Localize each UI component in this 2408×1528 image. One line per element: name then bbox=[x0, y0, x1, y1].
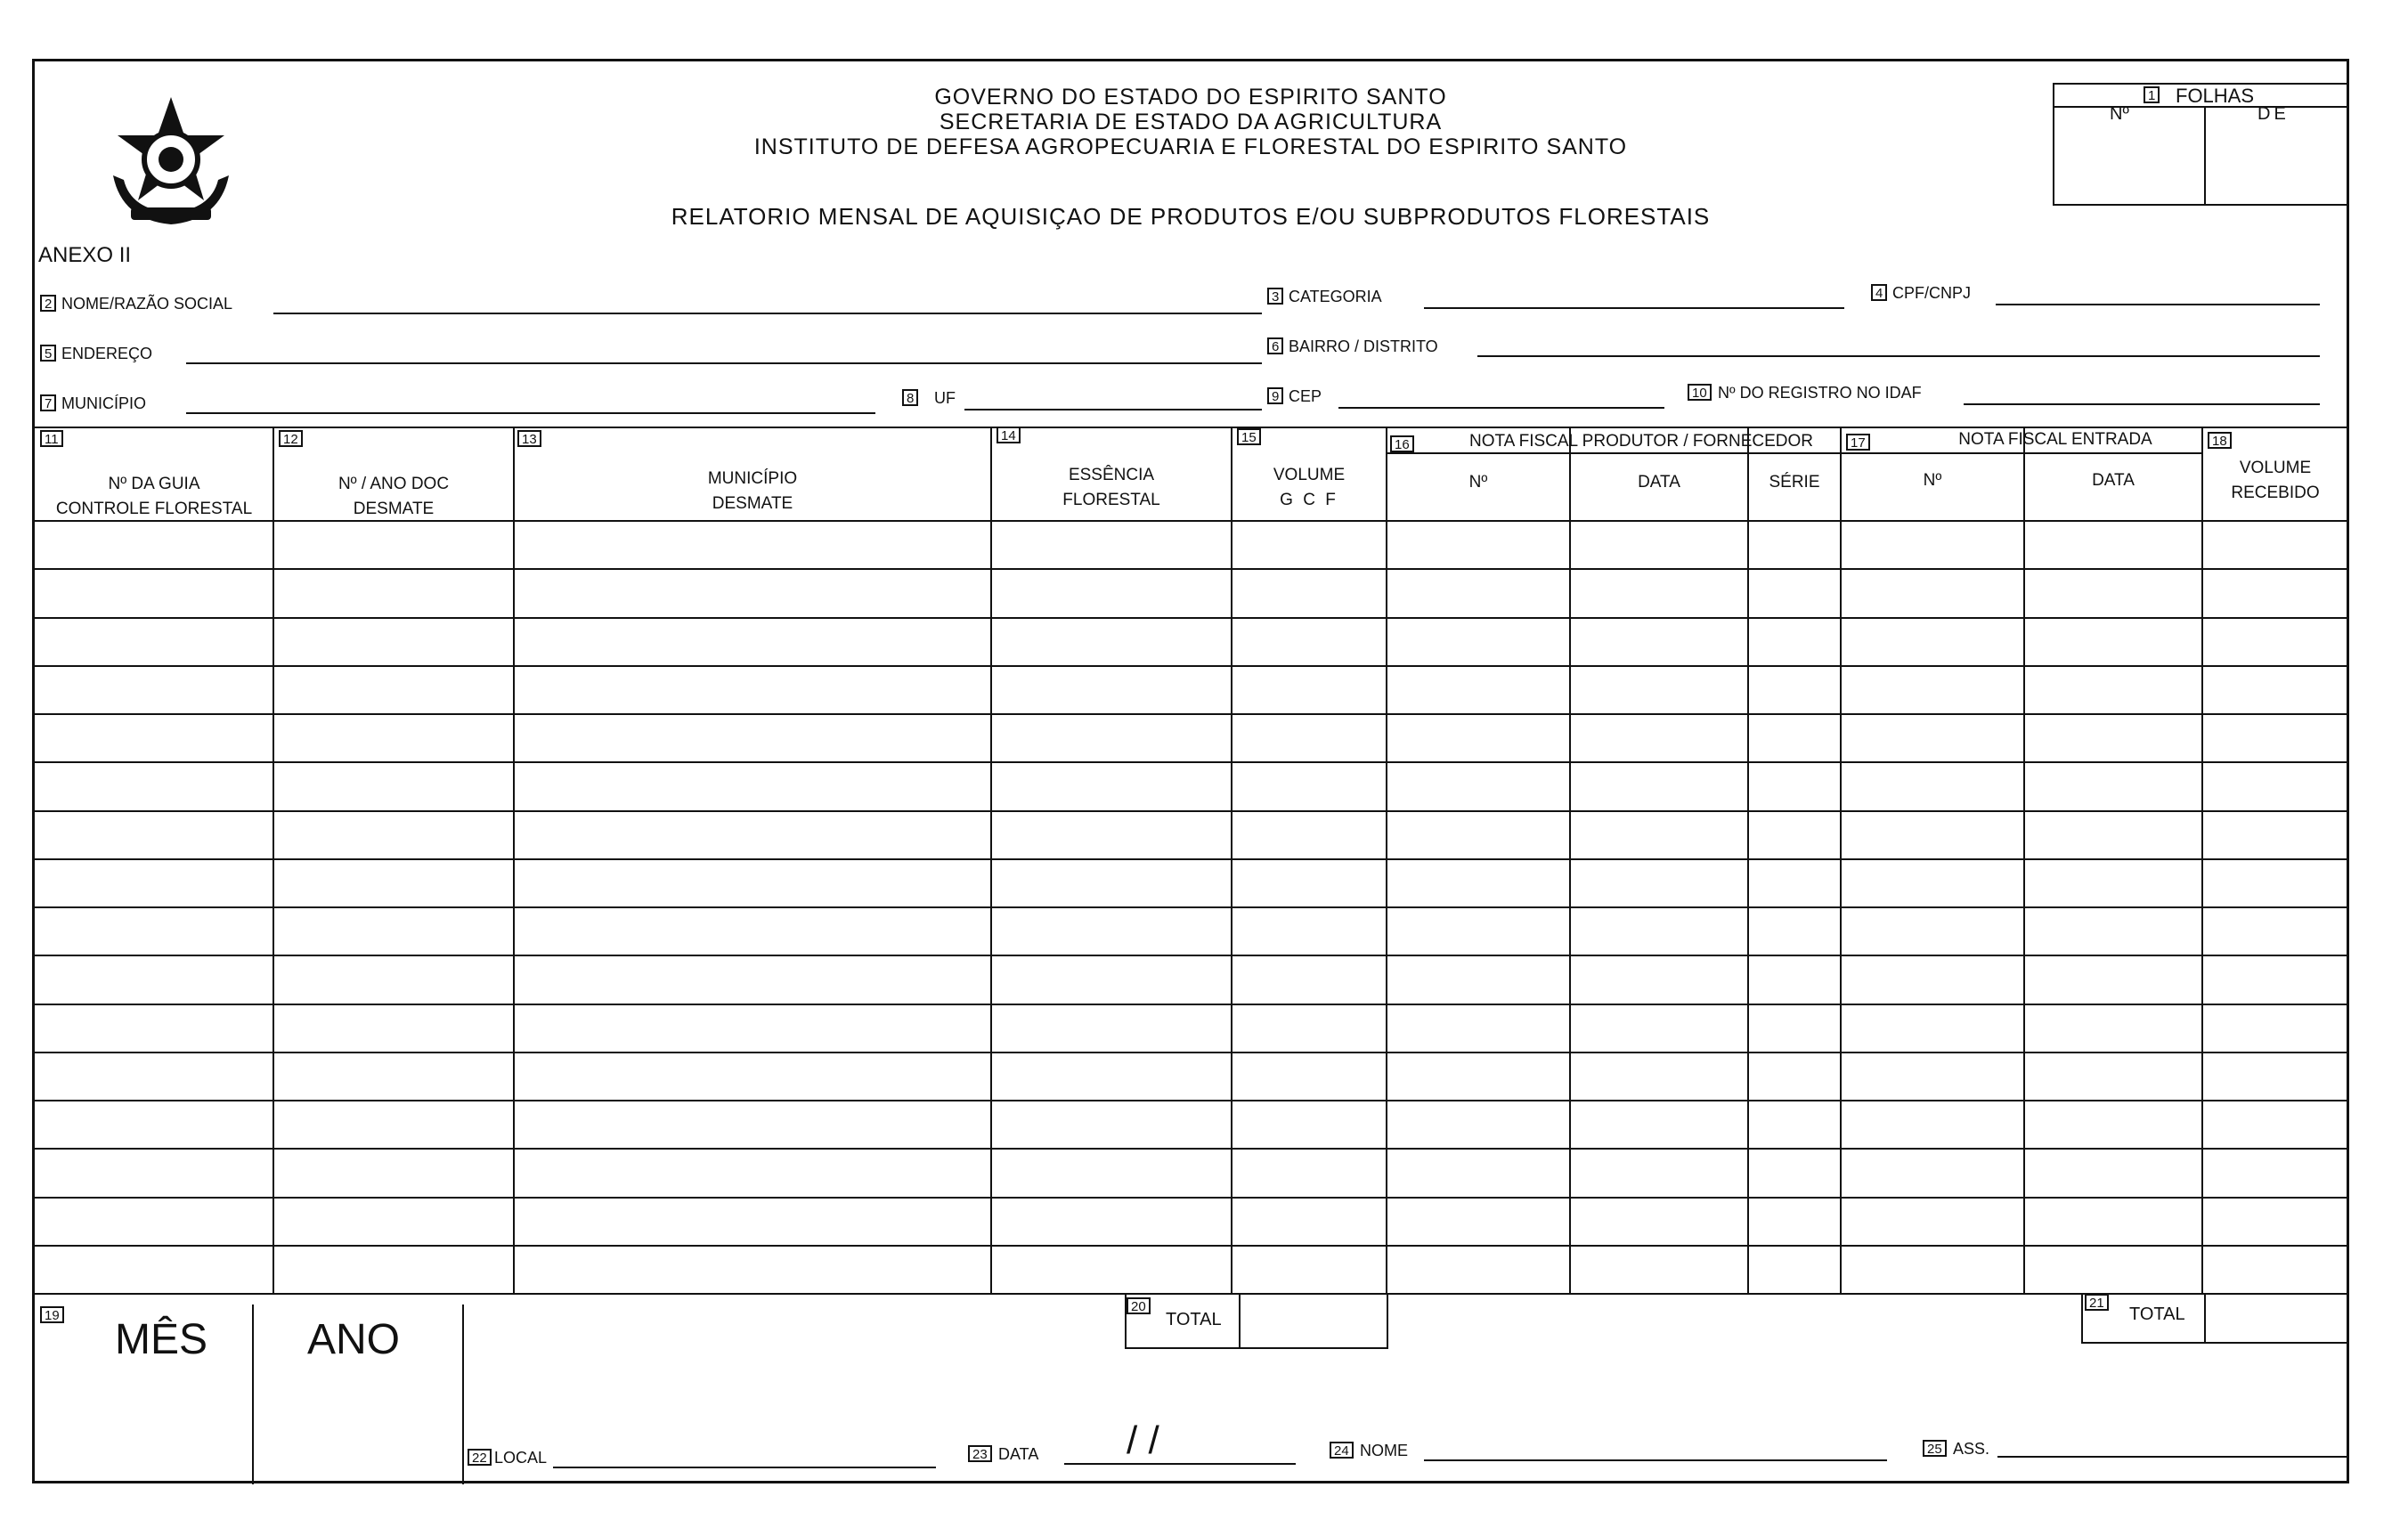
col-16-serie: SÉRIE bbox=[1769, 473, 1820, 492]
field-number-25: 25 bbox=[1923, 1440, 1947, 1457]
field-number-5: 5 bbox=[40, 345, 56, 362]
folhas-label: FOLHAS bbox=[2176, 85, 2255, 107]
col-18-line-2: RECEBIDO bbox=[2231, 484, 2320, 502]
field-number-1: 1 bbox=[2144, 86, 2160, 103]
bairro-label: BAIRRO / DISTRITO bbox=[1289, 337, 1438, 355]
nome-sign-label: NOME bbox=[1360, 1442, 1408, 1459]
field-number-20: 20 bbox=[1127, 1297, 1151, 1314]
header-line-1: GOVERNO DO ESTADO DO ESPIRITO SANTO bbox=[934, 85, 1447, 110]
col-15-line-2: G C F bbox=[1280, 491, 1338, 509]
col-16-data: DATA bbox=[1638, 473, 1680, 492]
field-number-9: 9 bbox=[1267, 387, 1283, 404]
municipio-label: MUNICÍPIO bbox=[61, 394, 147, 412]
field-number-22: 22 bbox=[468, 1449, 492, 1466]
header-line-3: INSTITUTO DE DEFESA AGROPECUARIA E FLORESTAL DO ESPIRITO SANTO bbox=[753, 134, 1628, 159]
col-12-line-2: DESMATE bbox=[353, 500, 435, 518]
col-11-line-1: Nº DA GUIA bbox=[108, 475, 200, 493]
field-number-12: 12 bbox=[279, 430, 303, 447]
report-title: RELATORIO MENSAL DE AQUISIÇAO DE PRODUTOS E/OU SUBPRODUTOS FLORESTAIS bbox=[671, 203, 1711, 230]
field-number-10: 10 bbox=[1688, 384, 1712, 401]
field-number-13: 13 bbox=[517, 430, 541, 447]
col-11-line-2: CONTROLE FLORESTAL bbox=[55, 500, 253, 518]
col-13-line-1: MUNICÍPIO bbox=[707, 469, 798, 488]
field-number-19: 19 bbox=[40, 1306, 64, 1323]
data-field[interactable] bbox=[1064, 1463, 1296, 1465]
field-number-7: 7 bbox=[40, 394, 56, 411]
col-15-line-1: VOLUME bbox=[1273, 466, 1346, 484]
total-21-field[interactable] bbox=[2204, 1296, 2347, 1342]
ano-right-border bbox=[462, 1304, 464, 1484]
col-14-line-1: ESSÊNCIA bbox=[1068, 466, 1155, 484]
uf-label: UF bbox=[934, 389, 956, 407]
col-16-group: NOTA FISCAL PRODUTOR / FORNECEDOR bbox=[1468, 432, 1814, 451]
col-17-data: DATA bbox=[2092, 471, 2135, 490]
local-label: LOCAL bbox=[494, 1449, 548, 1467]
field-number-6: 6 bbox=[1267, 337, 1283, 354]
field-number-16: 16 bbox=[1390, 435, 1414, 452]
field-number-4: 4 bbox=[1871, 284, 1887, 301]
field-number-11: 11 bbox=[40, 430, 63, 447]
col-14-line-2: FLORESTAL bbox=[1062, 491, 1160, 509]
field-number-14: 14 bbox=[997, 427, 1021, 443]
cpf-label: CPF/CNPJ bbox=[1892, 284, 1972, 302]
field-number-21: 21 bbox=[2085, 1294, 2109, 1311]
folhas-n-label: Nº bbox=[2110, 104, 2129, 124]
data-label: DATA bbox=[998, 1445, 1039, 1463]
col-12-line-1: Nº / ANO DOC bbox=[338, 475, 450, 493]
total-20-field[interactable] bbox=[1239, 1296, 1387, 1347]
ass-field[interactable] bbox=[1997, 1456, 2347, 1458]
mes-field[interactable] bbox=[35, 1306, 252, 1483]
form-sheet bbox=[32, 59, 2349, 1483]
categoria-label: CATEGORIA bbox=[1289, 288, 1382, 305]
total-20-label: TOTAL bbox=[1166, 1310, 1222, 1329]
folhas-de-label: DE bbox=[2258, 104, 2290, 124]
field-number-3: 3 bbox=[1267, 288, 1283, 305]
field-number-2: 2 bbox=[40, 295, 56, 312]
nome-sign-field[interactable] bbox=[1424, 1459, 1887, 1461]
field-number-18: 18 bbox=[2208, 432, 2232, 449]
field-number-15: 15 bbox=[1237, 428, 1261, 445]
registro-label: Nº DO REGISTRO NO IDAF bbox=[1718, 384, 1922, 402]
col-17-n: Nº bbox=[1923, 471, 1942, 490]
local-field[interactable] bbox=[553, 1467, 936, 1468]
ass-label: ASS. bbox=[1953, 1440, 1990, 1458]
col-17-group: NOTA FISCAL ENTRADA bbox=[1958, 430, 2152, 449]
ano-label: ANO bbox=[307, 1316, 401, 1363]
field-number-23: 23 bbox=[968, 1445, 992, 1462]
total-21-label: TOTAL bbox=[2129, 1304, 2185, 1324]
endereco-label: ENDEREÇO bbox=[61, 345, 153, 362]
col-13-line-2: DESMATE bbox=[712, 494, 793, 513]
col-18-line-1: VOLUME bbox=[2239, 459, 2312, 477]
field-number-8: 8 bbox=[902, 389, 918, 406]
mes-label: MÊS bbox=[115, 1316, 208, 1363]
col-16-n: Nº bbox=[1468, 473, 1488, 492]
nome-label: NOME/RAZÃO SOCIAL bbox=[61, 295, 233, 313]
data-table-grid bbox=[35, 61, 2348, 1483]
annex-label: ANEXO II bbox=[38, 243, 132, 267]
header-line-2: SECRETARIA DE ESTADO DA AGRICULTURA bbox=[939, 110, 1443, 134]
cep-label: CEP bbox=[1289, 387, 1322, 405]
date-slashes: / / bbox=[1127, 1418, 1159, 1462]
field-number-24: 24 bbox=[1330, 1442, 1354, 1459]
ano-field[interactable] bbox=[254, 1306, 462, 1483]
field-number-17: 17 bbox=[1846, 434, 1870, 451]
